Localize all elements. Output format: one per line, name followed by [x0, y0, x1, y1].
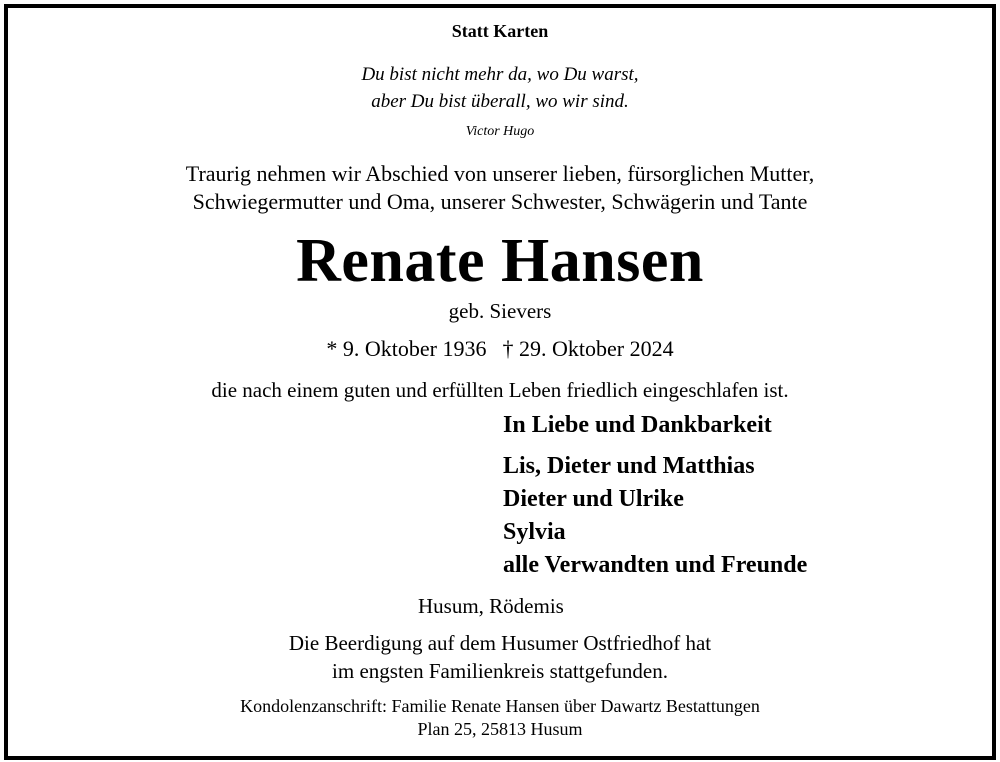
quote: [0, 61, 1000, 115]
place-names: Husum, Rödemis: [418, 594, 564, 618]
signer-name: Lis, Dieter und Matthias: [503, 453, 755, 479]
burial-line-1: Die Beerdigung auf dem Husumer Ostfriedhof hat: [288, 631, 712, 655]
signer-name: Dieter und Ulrike: [503, 486, 684, 512]
intro-line-2: Schwiegermutter und Oma, unserer Schwester, Schwägerin und Tante: [192, 189, 808, 214]
statement-text: die nach einem guten und erfüllten Leben friedlich eingeschlafen ist.: [211, 378, 789, 402]
signer-name: alle Verwandten und Freunde: [503, 552, 808, 578]
closing-phrase: In Liebe und Dankbarkeit: [503, 412, 772, 438]
condolence-line-2: Plan 25, 25813 Husum: [417, 719, 583, 739]
death-date: † 29. Oktober 2024: [502, 336, 674, 361]
quote-line-1: Du bist nicht mehr da, wo Du warst,: [361, 64, 639, 85]
burial-note: [0, 629, 1000, 685]
life-dates: [0, 336, 1000, 362]
intro-line-1: Traurig nehmen wir Abschied von unserer lieben, fürsorglichen Mutter,: [185, 161, 815, 186]
condolence-line-1: Kondolenzanschrift: Familie Renate Hansen über Dawartz Bestattungen: [240, 696, 760, 716]
burial-line-2: im engsten Familienkreis stattgefunden.: [332, 659, 668, 683]
quote-line-2: aber Du bist überall, wo wir sind.: [371, 91, 629, 112]
signer-name: Sylvia: [503, 519, 566, 545]
intro-text: [0, 160, 1000, 216]
quote-author: Victor Hugo: [465, 124, 535, 139]
signers-block: [503, 409, 807, 582]
deceased-name: Renate Hansen: [296, 227, 704, 295]
condolence-address: [0, 695, 1000, 741]
notice-header: Statt Karten: [451, 21, 549, 41]
birth-date: * 9. Oktober 1936: [326, 336, 487, 361]
maiden-name: geb. Sievers: [448, 299, 552, 323]
